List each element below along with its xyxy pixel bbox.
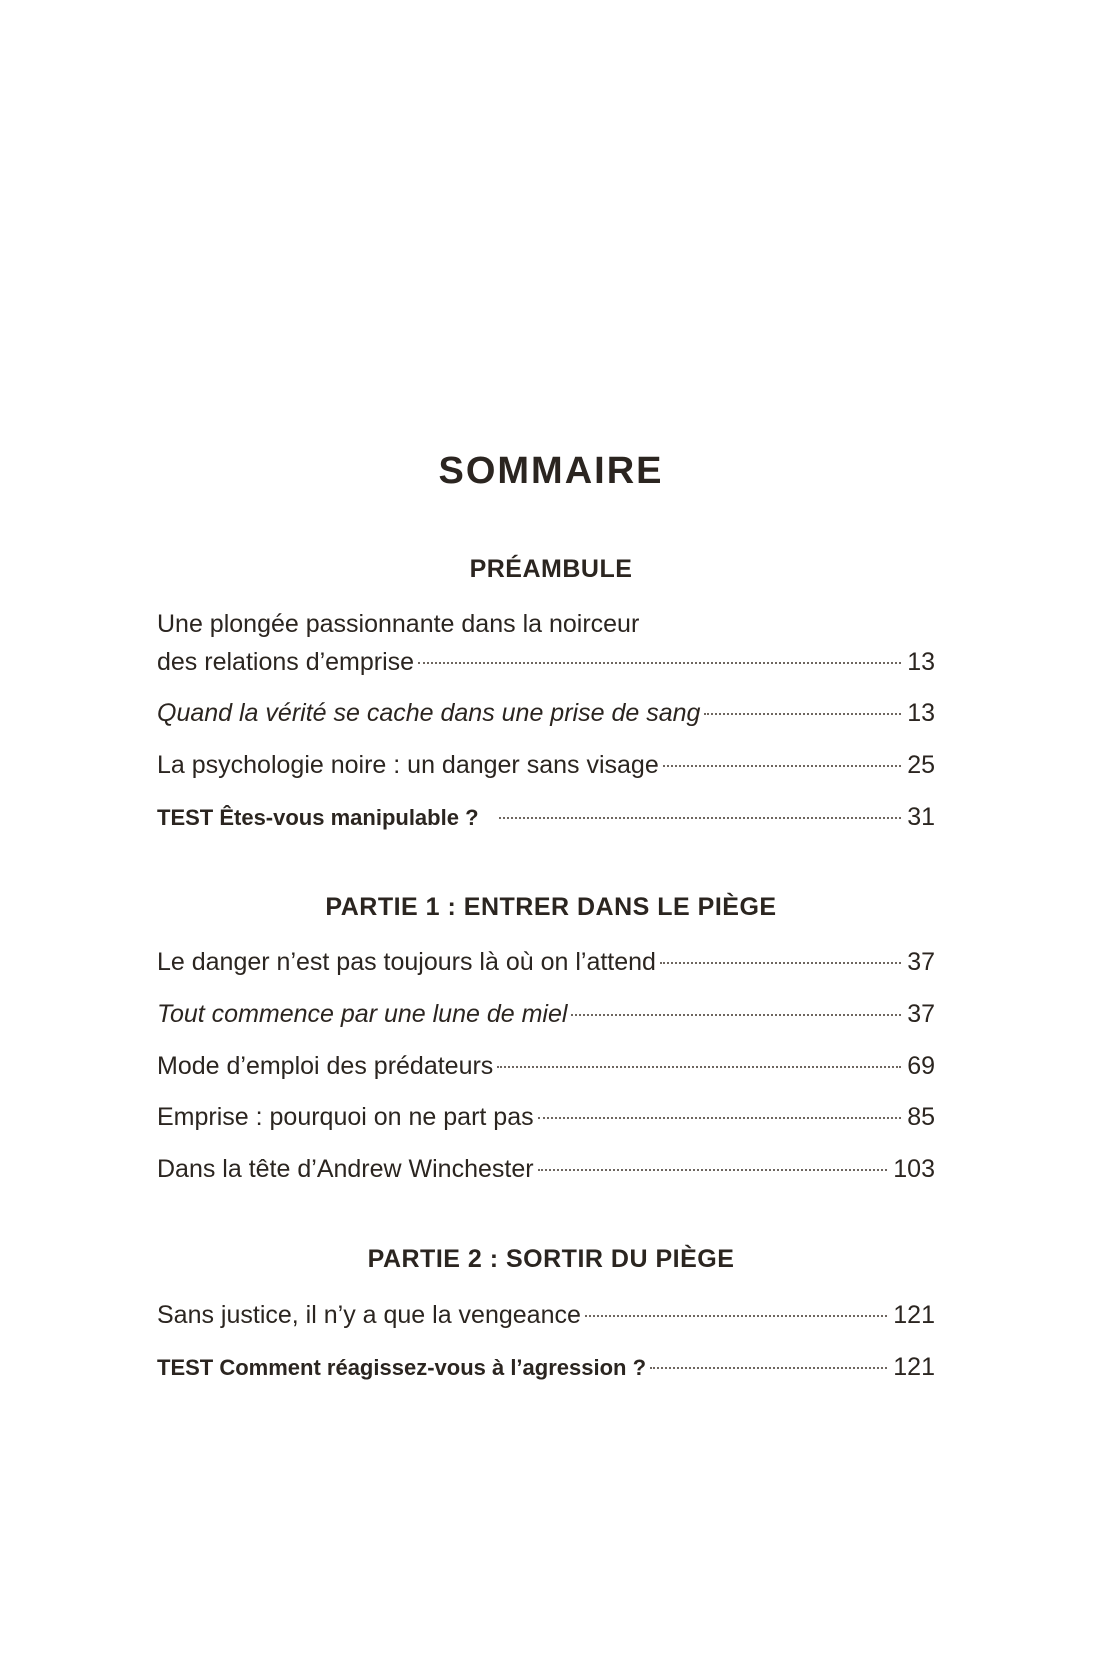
toc-entry[interactable]	[157, 995, 935, 1033]
toc-entry-first-line	[157, 605, 935, 643]
toc-page-number: 37	[907, 1000, 935, 1028]
section-heading-preambule: PRÉAMBULE	[469, 555, 633, 583]
toc-page-number: 31	[907, 803, 935, 831]
toc-entry-label-line1: Une plongée passionnante dans la noirceur	[157, 610, 640, 638]
toc-entry[interactable]	[157, 1047, 935, 1085]
toc-page-number: 85	[907, 1103, 935, 1131]
toc-entry-label: La psychologie noire : un danger sans visage	[157, 751, 659, 779]
dot-leader	[418, 662, 901, 664]
toc-page-number: 121	[893, 1353, 935, 1381]
toc-entry[interactable]	[157, 1296, 935, 1334]
toc-page-number: 37	[907, 948, 935, 976]
page-title: SOMMAIRE	[438, 450, 664, 492]
section-heading-partie-2: PARTIE 2 : SORTIR DU PIÈGE	[367, 1245, 735, 1273]
toc-page-number: 25	[907, 751, 935, 779]
toc-entry[interactable]	[157, 694, 935, 732]
dot-leader	[660, 962, 901, 964]
toc-entry[interactable]	[157, 605, 935, 681]
toc-entry-label: Le danger n’est pas toujours là où on l’attend	[157, 948, 656, 976]
toc-page-number: 13	[907, 699, 935, 727]
toc-page-number: 121	[893, 1301, 935, 1329]
dot-leader	[497, 1066, 901, 1068]
toc-entry-label: Emprise : pourquoi on ne part pas	[157, 1103, 534, 1131]
section-heading-partie-1: PARTIE 1 : ENTRER DANS LE PIÈGE	[325, 893, 777, 921]
toc-entry-label-test: TEST Comment réagissez-vous à l’agression ?	[157, 1355, 647, 1380]
dot-leader	[650, 1367, 887, 1369]
toc-entry[interactable]	[157, 1150, 935, 1188]
dot-leader	[704, 713, 901, 715]
dot-leader	[499, 817, 902, 819]
toc-page-number: 13	[907, 648, 935, 676]
toc-page-number: 69	[907, 1052, 935, 1080]
toc-entry-label: Mode d’emploi des prédateurs	[157, 1052, 494, 1080]
dot-leader	[571, 1014, 901, 1016]
toc-entry[interactable]	[157, 1098, 935, 1136]
toc-entry[interactable]	[157, 1348, 935, 1386]
dot-leader	[663, 765, 901, 767]
toc-entry-label: des relations d’emprise	[157, 648, 415, 676]
dot-leader	[585, 1315, 887, 1317]
toc-page-number: 103	[893, 1155, 935, 1183]
dot-leader	[538, 1169, 888, 1171]
toc-entry-label: Dans la tête d’Andrew Winchester	[157, 1155, 534, 1183]
toc-entry-label: Sans justice, il n’y a que la vengeance	[157, 1301, 581, 1329]
toc-entry-label: Quand la vérité se cache dans une prise de sang	[157, 699, 701, 727]
dot-leader	[538, 1117, 902, 1119]
toc-entry-label-test: TEST Êtes-vous manipulable ?	[157, 805, 479, 830]
toc-entry-label: Tout commence par une lune de miel	[157, 1000, 568, 1028]
toc-entry[interactable]	[157, 746, 935, 784]
toc-entry[interactable]	[157, 798, 935, 836]
toc-entry[interactable]	[157, 943, 935, 981]
